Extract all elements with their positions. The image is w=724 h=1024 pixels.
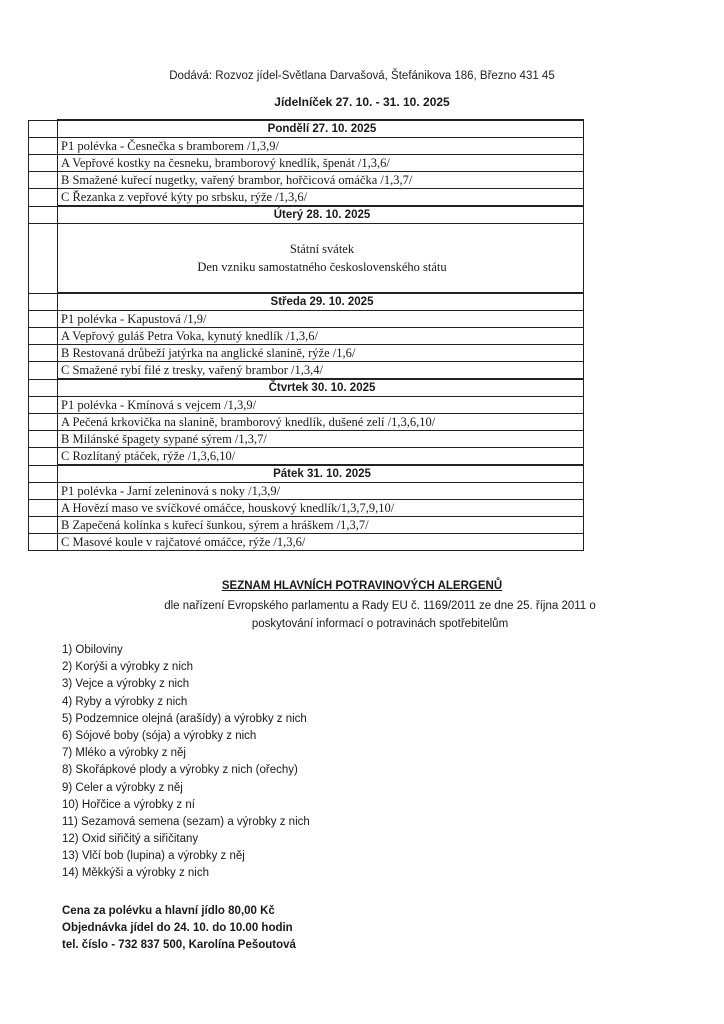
day-header-row	[29, 293, 584, 311]
menu-item: P1 polévka - Kmínová s vejcem /1,3,9/	[58, 397, 584, 414]
menu-item: C Řezanka z vepřové kýty po srbsku, rýže /1,3,6/	[58, 189, 584, 207]
day-header-row	[29, 465, 584, 483]
allergen-subtitle-line: dle nařízení Evropského parlamentu a Rady EU č. 1169/2011 ze dne 25. října 2011 o	[164, 600, 596, 612]
allergen-item: 1) Obiloviny	[62, 644, 123, 656]
blank-cell	[29, 483, 58, 500]
menu-item: B Zapečená kolínka s kuřecí šunkou, sýrem a hráškem /1,3,7/	[58, 517, 584, 534]
blank-cell	[29, 379, 58, 397]
price-line: Cena za polévku a hlavní jídlo 80,00 Kč	[62, 905, 275, 917]
blank-cell	[29, 362, 58, 380]
day-header-row	[29, 120, 584, 138]
menu-item: B Restovaná drůbeží jatýrka na anglické slanině, rýže /1,6/	[58, 345, 584, 362]
day-header: Čtvrtek 30. 10. 2025	[58, 379, 584, 397]
allergen-list	[62, 642, 310, 883]
menu-row	[29, 311, 584, 328]
allergen-item: 7) Mléko a výrobky z něj	[62, 747, 186, 760]
allergen-title: SEZNAM HLAVNÍCH POTRAVINOVÝCH ALERGENŮ	[221, 580, 503, 592]
menu-row	[29, 138, 584, 155]
blank-cell	[29, 155, 58, 172]
contact-line: tel. číslo - 732 837 500, Karolína Pešoutová	[62, 939, 296, 951]
blank-cell	[29, 431, 58, 448]
holiday-line: Den vzniku samostatného československého státu	[197, 260, 447, 274]
blank-cell	[29, 293, 58, 311]
menu-row	[29, 500, 584, 517]
menu-item: A Vepřové kostky na česneku, bramborový knedlík, špenát /1,3,6/	[58, 155, 584, 172]
blank-cell	[29, 414, 58, 431]
menu-item: C Masové koule v rajčatové omáčce, rýže /1,3,6/	[58, 534, 584, 551]
allergen-item: 11) Sezamová semena (sezam) a výrobky z nich	[62, 815, 310, 828]
menu-row	[29, 155, 584, 172]
blank-cell	[29, 189, 58, 207]
menu-item: P1 polévka - Česnečka s bramborem /1,3,9/	[58, 138, 584, 155]
blank-cell	[29, 224, 58, 294]
menu-row	[29, 414, 584, 431]
menu-row	[29, 345, 584, 362]
menu-row	[29, 397, 584, 414]
menu-row	[29, 362, 584, 380]
menu-row	[29, 517, 584, 534]
menu-row	[29, 431, 584, 448]
day-header: Pondělí 27. 10. 2025	[58, 120, 584, 138]
menu-item: B Smažené kuřecí nugetky, vařený brambor, hořčicová omáčka /1,3,7/	[58, 172, 584, 189]
blank-cell	[29, 120, 58, 138]
allergen-item: 12) Oxid siřičitý a siřičitany	[62, 833, 199, 846]
footer	[62, 903, 296, 954]
menu-item: P1 polévka - Kapustová /1,9/	[58, 311, 584, 328]
holiday-row	[29, 224, 584, 294]
blank-cell	[29, 138, 58, 155]
blank-cell	[29, 328, 58, 345]
blank-cell	[29, 465, 58, 483]
allergen-item: 5) Podzemnice olejná (arašídy) a výrobky z nich	[62, 712, 307, 725]
day-header: Úterý 28. 10. 2025	[58, 206, 584, 224]
holiday-note	[58, 224, 584, 294]
menu-row	[29, 448, 584, 466]
menu-item: A Vepřový guláš Petra Voka, kynutý knedlík /1,3,6/	[58, 328, 584, 345]
blank-cell	[29, 311, 58, 328]
menu-row	[29, 328, 584, 345]
blank-cell	[29, 517, 58, 534]
holiday-line: Státní svátek	[289, 242, 355, 256]
menu-row	[29, 172, 584, 189]
day-header: Pátek 31. 10. 2025	[58, 465, 584, 483]
blank-cell	[29, 345, 58, 362]
allergen-item: 4) Ryby a výrobky z nich	[62, 695, 188, 708]
blank-cell	[29, 500, 58, 517]
menu-row	[29, 534, 584, 551]
menu-title: Jídelníček 27. 10. - 31. 10. 2025	[274, 95, 450, 109]
blank-cell	[29, 448, 58, 466]
menu-row	[29, 189, 584, 207]
allergen-item: 9) Celer a výrobky z něj	[62, 781, 183, 794]
allergen-item: 10) Hořčice a výrobky z ní	[62, 798, 195, 811]
menu-item: C Rozlítaný ptáček, rýže /1,3,6,10/	[58, 448, 584, 466]
allergen-subtitle-line: poskytování informací o potravinách spotřebitelům	[251, 618, 509, 630]
menu-item: B Milánské špagety sypané sýrem /1,3,7/	[58, 431, 584, 448]
menu-table	[28, 119, 584, 551]
menu-item: A Pečená krkovička na slanině, bramborový knedlík, dušené zelí /1,3,6,10/	[58, 414, 584, 431]
allergen-subtitle	[100, 597, 660, 633]
menu-item: A Hovězí maso ve svíčkové omáčce, houskový knedlík/1,3,7,9,10/	[58, 500, 584, 517]
blank-cell	[29, 172, 58, 189]
allergen-item: 6) Sójové boby (sója) a výrobky z nich	[62, 729, 257, 742]
menu-item: P1 polévka - Jarní zeleninová s noky /1,3,9/	[58, 483, 584, 500]
blank-cell	[29, 206, 58, 224]
day-header-row	[29, 206, 584, 224]
allergen-item: 14) Měkkýši a výrobky z nich	[62, 867, 209, 880]
blank-cell	[29, 534, 58, 551]
day-header: Středa 29. 10. 2025	[58, 293, 584, 311]
blank-cell	[29, 397, 58, 414]
supplier-line: Dodává: Rozvoz jídel-Světlana Darvašová, Štefánikova 186, Březno 431 45	[169, 70, 555, 82]
allergen-item: 8) Skořápkové plody a výrobky z nich (ořechy)	[62, 764, 298, 777]
day-header-row	[29, 379, 584, 397]
menu-item: C Smažené rybí filé z tresky, vařený brambor /1,3,4/	[58, 362, 584, 380]
order-deadline-line: Objednávka jídel do 24. 10. do 10.00 hodin	[62, 922, 293, 934]
allergen-item: 2) Korýši a výrobky z nich	[62, 661, 194, 674]
menu-row	[29, 483, 584, 500]
allergen-item: 13) Vlčí bob (lupina) a výrobky z něj	[62, 850, 245, 863]
allergen-item: 3) Vejce a výrobky z nich	[62, 678, 190, 691]
